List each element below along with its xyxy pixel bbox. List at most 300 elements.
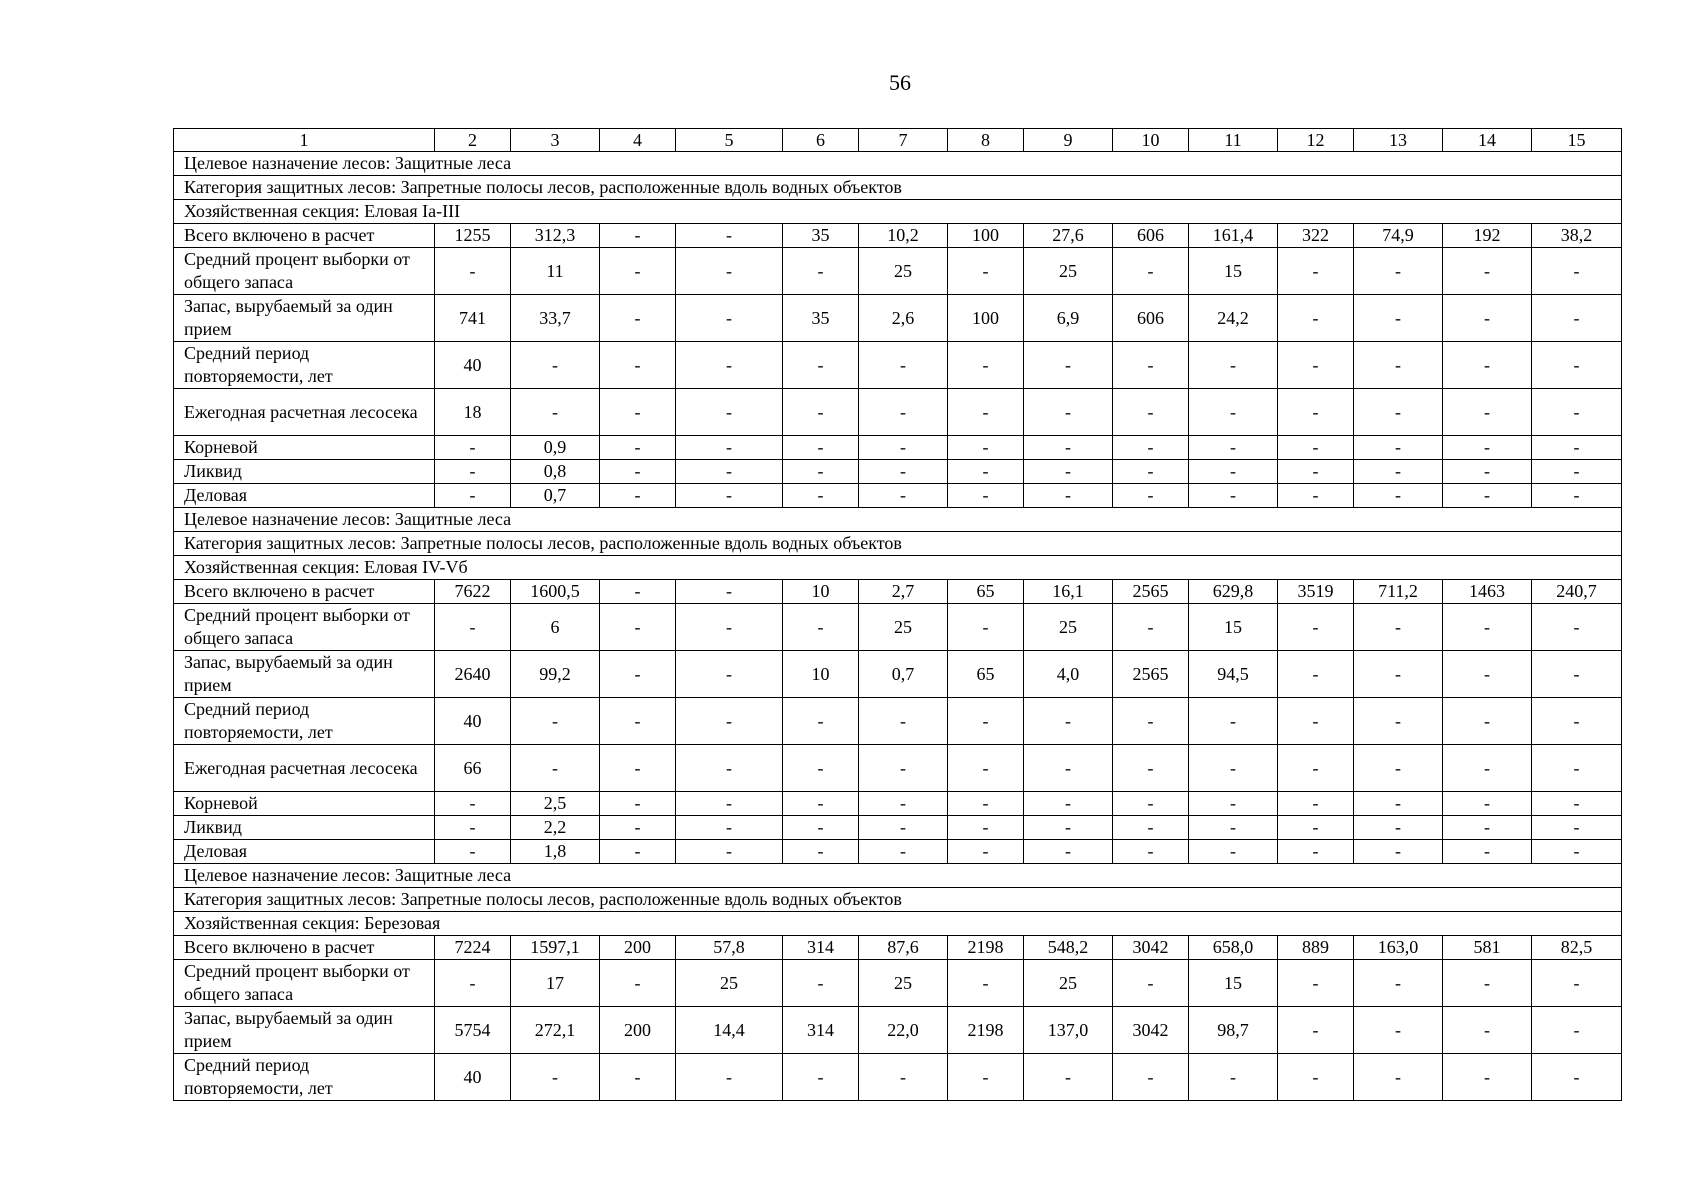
value-cell: -: [1113, 604, 1189, 651]
value-cell: 82,5: [1532, 936, 1622, 960]
table-row: [174, 248, 1622, 295]
value-cell: 0,9: [511, 436, 600, 460]
value-cell: -: [1278, 792, 1354, 816]
value-cell: -: [1278, 484, 1354, 508]
value-cell: -: [1443, 1054, 1532, 1101]
value-cell: -: [1354, 840, 1443, 864]
value-cell: 240,7: [1532, 580, 1622, 604]
value-cell: -: [948, 342, 1024, 389]
value-cell: 11: [511, 248, 600, 295]
value-cell: -: [676, 295, 783, 342]
value-cell: 2,5: [511, 792, 600, 816]
value-cell: -: [1354, 698, 1443, 745]
row-label: Запас, вырубаемый за один прием: [174, 295, 435, 342]
value-cell: -: [1278, 604, 1354, 651]
value-cell: -: [1443, 698, 1532, 745]
value-cell: 98,7: [1189, 1007, 1278, 1054]
value-cell: 0,8: [511, 460, 600, 484]
table-row: [174, 840, 1622, 864]
value-cell: -: [600, 745, 676, 792]
value-cell: -: [948, 960, 1024, 1007]
value-cell: 25: [676, 960, 783, 1007]
value-cell: 3519: [1278, 580, 1354, 604]
value-cell: 22,0: [859, 1007, 948, 1054]
value-cell: 2565: [1113, 651, 1189, 698]
value-cell: -: [1443, 342, 1532, 389]
value-cell: 606: [1113, 224, 1189, 248]
column-number-cell: 11: [1189, 129, 1278, 152]
value-cell: 14,4: [676, 1007, 783, 1054]
value-cell: -: [1189, 342, 1278, 389]
value-cell: 100: [948, 224, 1024, 248]
row-label: Всего включено в расчет: [174, 580, 435, 604]
value-cell: -: [435, 460, 511, 484]
value-cell: -: [783, 342, 859, 389]
table-row: [174, 960, 1622, 1007]
column-number-cell: 4: [600, 129, 676, 152]
row-label: Запас, вырубаемый за один прием: [174, 651, 435, 698]
value-cell: 4,0: [1024, 651, 1113, 698]
table-row: [174, 698, 1622, 745]
value-cell: -: [1113, 840, 1189, 864]
page-number: 56: [889, 70, 911, 95]
table-row: [174, 745, 1622, 792]
value-cell: -: [1278, 342, 1354, 389]
value-cell: -: [1532, 745, 1622, 792]
value-cell: -: [783, 389, 859, 436]
value-cell: -: [1113, 792, 1189, 816]
row-label: Ежегодная расчетная лесосека: [174, 389, 435, 436]
value-cell: -: [948, 745, 1024, 792]
value-cell: 99,2: [511, 651, 600, 698]
value-cell: -: [859, 389, 948, 436]
value-cell: -: [1278, 1007, 1354, 1054]
value-cell: -: [1278, 651, 1354, 698]
section-section-row: [174, 556, 1622, 580]
value-cell: 6,9: [1024, 295, 1113, 342]
section-section-row: [174, 200, 1622, 224]
table-row: [174, 224, 1622, 248]
value-cell: -: [600, 295, 676, 342]
value-cell: -: [600, 436, 676, 460]
value-cell: 1600,5: [511, 580, 600, 604]
value-cell: 272,1: [511, 1007, 600, 1054]
row-label: Всего включено в расчет: [174, 224, 435, 248]
value-cell: 87,6: [859, 936, 948, 960]
value-cell: -: [1189, 484, 1278, 508]
table-row: [174, 580, 1622, 604]
row-label: Средний процент выборки от общего запаса: [174, 248, 435, 295]
value-cell: 192: [1443, 224, 1532, 248]
value-cell: -: [435, 604, 511, 651]
value-cell: -: [511, 342, 600, 389]
value-cell: 17: [511, 960, 600, 1007]
value-cell: -: [1532, 698, 1622, 745]
value-cell: -: [1189, 1054, 1278, 1101]
value-cell: -: [1024, 436, 1113, 460]
value-cell: -: [1443, 745, 1532, 792]
value-cell: -: [1443, 389, 1532, 436]
value-cell: -: [511, 1054, 600, 1101]
column-number-cell: 6: [783, 129, 859, 152]
value-cell: 10: [783, 580, 859, 604]
value-cell: 2565: [1113, 580, 1189, 604]
value-cell: -: [948, 840, 1024, 864]
value-cell: 7622: [435, 580, 511, 604]
row-label: Ежегодная расчетная лесосека: [174, 745, 435, 792]
column-number-cell: 9: [1024, 129, 1113, 152]
value-cell: 40: [435, 342, 511, 389]
value-cell: -: [1443, 248, 1532, 295]
value-cell: 35: [783, 295, 859, 342]
value-cell: -: [600, 460, 676, 484]
value-cell: -: [1354, 1007, 1443, 1054]
value-cell: -: [676, 248, 783, 295]
value-cell: -: [1443, 484, 1532, 508]
value-cell: -: [948, 816, 1024, 840]
value-cell: -: [435, 840, 511, 864]
allowable-cut-table-container: [173, 128, 1622, 1101]
table-row: [174, 460, 1622, 484]
column-number-cell: 8: [948, 129, 1024, 152]
value-cell: -: [859, 840, 948, 864]
value-cell: -: [1278, 248, 1354, 295]
value-cell: -: [859, 484, 948, 508]
row-label: Деловая: [174, 840, 435, 864]
value-cell: -: [435, 248, 511, 295]
column-number-cell: 5: [676, 129, 783, 152]
value-cell: 25: [859, 604, 948, 651]
value-cell: -: [1532, 1054, 1622, 1101]
row-label: Всего включено в расчет: [174, 936, 435, 960]
table-row: [174, 1007, 1622, 1054]
value-cell: -: [1354, 295, 1443, 342]
value-cell: -: [1532, 1007, 1622, 1054]
value-cell: -: [859, 436, 948, 460]
value-cell: 3042: [1113, 1007, 1189, 1054]
value-cell: 65: [948, 651, 1024, 698]
value-cell: -: [1113, 460, 1189, 484]
value-cell: -: [600, 580, 676, 604]
value-cell: 629,8: [1189, 580, 1278, 604]
value-cell: -: [1354, 604, 1443, 651]
value-cell: -: [948, 604, 1024, 651]
value-cell: -: [1532, 342, 1622, 389]
column-number-cell: 12: [1278, 129, 1354, 152]
row-label: Средний период повторяемости, лет: [174, 698, 435, 745]
value-cell: -: [676, 224, 783, 248]
value-cell: -: [435, 960, 511, 1007]
value-cell: 0,7: [511, 484, 600, 508]
value-cell: -: [1189, 816, 1278, 840]
value-cell: 1463: [1443, 580, 1532, 604]
value-cell: -: [676, 792, 783, 816]
value-cell: 38,2: [1532, 224, 1622, 248]
row-label: Корневой: [174, 436, 435, 460]
value-cell: -: [676, 436, 783, 460]
value-cell: -: [1354, 816, 1443, 840]
value-cell: -: [783, 840, 859, 864]
value-cell: -: [676, 342, 783, 389]
value-cell: -: [948, 248, 1024, 295]
value-cell: 2,7: [859, 580, 948, 604]
value-cell: -: [435, 792, 511, 816]
value-cell: 25: [1024, 248, 1113, 295]
value-cell: -: [600, 816, 676, 840]
value-cell: 18: [435, 389, 511, 436]
value-cell: 15: [1189, 960, 1278, 1007]
value-cell: -: [1113, 745, 1189, 792]
value-cell: -: [1443, 816, 1532, 840]
value-cell: -: [600, 840, 676, 864]
value-cell: -: [1278, 389, 1354, 436]
value-cell: 200: [600, 936, 676, 960]
value-cell: -: [1113, 484, 1189, 508]
column-number-cell: 7: [859, 129, 948, 152]
value-cell: -: [1278, 460, 1354, 484]
value-cell: -: [948, 389, 1024, 436]
row-label: Средний период повторяемости, лет: [174, 342, 435, 389]
value-cell: -: [676, 580, 783, 604]
row-label: Средний период повторяемости, лет: [174, 1054, 435, 1101]
value-cell: -: [948, 460, 1024, 484]
value-cell: -: [859, 342, 948, 389]
value-cell: -: [676, 840, 783, 864]
value-cell: -: [1443, 1007, 1532, 1054]
value-cell: 314: [783, 1007, 859, 1054]
value-cell: -: [600, 1054, 676, 1101]
value-cell: 137,0: [1024, 1007, 1113, 1054]
value-cell: 2198: [948, 1007, 1024, 1054]
value-cell: -: [1354, 745, 1443, 792]
value-cell: -: [783, 698, 859, 745]
value-cell: -: [1278, 436, 1354, 460]
table-row: [174, 295, 1622, 342]
section-category-text: Категория защитных лесов: Запретные полосы лесов, расположенные вдоль водных объектов: [174, 888, 1622, 912]
value-cell: -: [1354, 792, 1443, 816]
section-section-text: Хозяйственная секция: Березовая: [174, 912, 1622, 936]
value-cell: -: [1278, 295, 1354, 342]
section-category-row: [174, 532, 1622, 556]
value-cell: 10: [783, 651, 859, 698]
value-cell: -: [1532, 295, 1622, 342]
value-cell: 606: [1113, 295, 1189, 342]
value-cell: 27,6: [1024, 224, 1113, 248]
section-purpose-row: [174, 152, 1622, 176]
value-cell: 163,0: [1354, 936, 1443, 960]
value-cell: -: [676, 698, 783, 745]
value-cell: -: [1443, 960, 1532, 1007]
section-purpose-text: Целевое назначение лесов: Защитные леса: [174, 864, 1622, 888]
value-cell: 7224: [435, 936, 511, 960]
value-cell: 0,7: [859, 651, 948, 698]
value-cell: 25: [1024, 960, 1113, 1007]
value-cell: -: [859, 792, 948, 816]
value-cell: -: [600, 698, 676, 745]
value-cell: 200: [600, 1007, 676, 1054]
value-cell: 312,3: [511, 224, 600, 248]
value-cell: -: [948, 484, 1024, 508]
value-cell: -: [1354, 342, 1443, 389]
section-section-text: Хозяйственная секция: Еловая Ia-III: [174, 200, 1622, 224]
column-number-cell: 13: [1354, 129, 1443, 152]
value-cell: -: [600, 389, 676, 436]
value-cell: 40: [435, 1054, 511, 1101]
value-cell: 5754: [435, 1007, 511, 1054]
value-cell: -: [1113, 389, 1189, 436]
row-label: Средний процент выборки от общего запаса: [174, 960, 435, 1007]
value-cell: -: [1278, 1054, 1354, 1101]
value-cell: -: [1024, 698, 1113, 745]
value-cell: -: [859, 1054, 948, 1101]
section-category-text: Категория защитных лесов: Запретные полосы лесов, расположенные вдоль водных объектов: [174, 532, 1622, 556]
row-label: Деловая: [174, 484, 435, 508]
value-cell: 711,2: [1354, 580, 1443, 604]
value-cell: -: [948, 792, 1024, 816]
value-cell: -: [676, 484, 783, 508]
value-cell: 15: [1189, 248, 1278, 295]
value-cell: 25: [859, 960, 948, 1007]
value-cell: 1255: [435, 224, 511, 248]
section-purpose-row: [174, 508, 1622, 532]
value-cell: -: [676, 389, 783, 436]
value-cell: 1597,1: [511, 936, 600, 960]
value-cell: -: [1532, 484, 1622, 508]
value-cell: -: [511, 389, 600, 436]
value-cell: -: [600, 248, 676, 295]
table-row: [174, 436, 1622, 460]
value-cell: -: [1443, 840, 1532, 864]
value-cell: -: [1189, 460, 1278, 484]
value-cell: -: [1354, 248, 1443, 295]
value-cell: 40: [435, 698, 511, 745]
value-cell: -: [1443, 436, 1532, 460]
column-number-cell: 14: [1443, 129, 1532, 152]
value-cell: -: [1189, 840, 1278, 864]
value-cell: -: [783, 484, 859, 508]
value-cell: -: [676, 1054, 783, 1101]
value-cell: -: [859, 698, 948, 745]
value-cell: -: [859, 745, 948, 792]
value-cell: -: [1278, 816, 1354, 840]
value-cell: -: [1532, 792, 1622, 816]
value-cell: -: [1354, 436, 1443, 460]
column-number-row: [174, 129, 1622, 152]
value-cell: 16,1: [1024, 580, 1113, 604]
table-row: [174, 604, 1622, 651]
value-cell: -: [1113, 248, 1189, 295]
value-cell: 25: [1024, 604, 1113, 651]
value-cell: -: [1189, 745, 1278, 792]
value-cell: -: [1278, 745, 1354, 792]
section-purpose-text: Целевое назначение лесов: Защитные леса: [174, 152, 1622, 176]
value-cell: -: [600, 484, 676, 508]
value-cell: -: [1354, 484, 1443, 508]
value-cell: 100: [948, 295, 1024, 342]
value-cell: 74,9: [1354, 224, 1443, 248]
value-cell: -: [1532, 248, 1622, 295]
value-cell: -: [600, 342, 676, 389]
value-cell: -: [600, 651, 676, 698]
value-cell: -: [1532, 840, 1622, 864]
allowable-cut-table: [173, 128, 1622, 1101]
value-cell: -: [1113, 816, 1189, 840]
value-cell: -: [1354, 389, 1443, 436]
value-cell: 2,6: [859, 295, 948, 342]
value-cell: -: [1024, 745, 1113, 792]
value-cell: -: [1189, 698, 1278, 745]
value-cell: -: [1354, 460, 1443, 484]
value-cell: -: [783, 460, 859, 484]
row-label: Ликвид: [174, 816, 435, 840]
column-number-cell: 3: [511, 129, 600, 152]
value-cell: 1,8: [511, 840, 600, 864]
value-cell: -: [948, 698, 1024, 745]
value-cell: -: [511, 745, 600, 792]
value-cell: -: [1024, 816, 1113, 840]
value-cell: -: [783, 745, 859, 792]
value-cell: -: [1024, 389, 1113, 436]
column-number-cell: 2: [435, 129, 511, 152]
value-cell: -: [859, 816, 948, 840]
value-cell: 15: [1189, 604, 1278, 651]
value-cell: -: [1113, 1054, 1189, 1101]
section-category-text: Категория защитных лесов: Запретные полосы лесов, расположенные вдоль водных объектов: [174, 176, 1622, 200]
table-row: [174, 1054, 1622, 1101]
value-cell: -: [435, 436, 511, 460]
value-cell: -: [1113, 960, 1189, 1007]
value-cell: 25: [859, 248, 948, 295]
value-cell: -: [1443, 460, 1532, 484]
value-cell: -: [676, 651, 783, 698]
value-cell: -: [1189, 436, 1278, 460]
value-cell: 24,2: [1189, 295, 1278, 342]
section-category-row: [174, 888, 1622, 912]
value-cell: -: [1532, 816, 1622, 840]
value-cell: -: [948, 1054, 1024, 1101]
value-cell: -: [1443, 295, 1532, 342]
value-cell: 33,7: [511, 295, 600, 342]
value-cell: -: [600, 224, 676, 248]
table-row: [174, 342, 1622, 389]
value-cell: -: [1443, 604, 1532, 651]
value-cell: -: [1113, 698, 1189, 745]
value-cell: -: [676, 816, 783, 840]
value-cell: -: [1024, 484, 1113, 508]
value-cell: -: [1532, 460, 1622, 484]
value-cell: -: [1278, 960, 1354, 1007]
value-cell: 314: [783, 936, 859, 960]
value-cell: 2640: [435, 651, 511, 698]
value-cell: -: [1354, 1054, 1443, 1101]
value-cell: -: [783, 248, 859, 295]
value-cell: -: [1024, 840, 1113, 864]
value-cell: -: [600, 604, 676, 651]
table-row: [174, 651, 1622, 698]
row-label: Средний процент выборки от общего запаса: [174, 604, 435, 651]
table-row: [174, 792, 1622, 816]
value-cell: -: [1113, 436, 1189, 460]
value-cell: 889: [1278, 936, 1354, 960]
value-cell: -: [676, 604, 783, 651]
value-cell: -: [1443, 651, 1532, 698]
value-cell: 66: [435, 745, 511, 792]
row-label: Запас, вырубаемый за один прием: [174, 1007, 435, 1054]
value-cell: -: [435, 816, 511, 840]
value-cell: 6: [511, 604, 600, 651]
column-number-cell: 15: [1532, 129, 1622, 152]
value-cell: -: [783, 436, 859, 460]
